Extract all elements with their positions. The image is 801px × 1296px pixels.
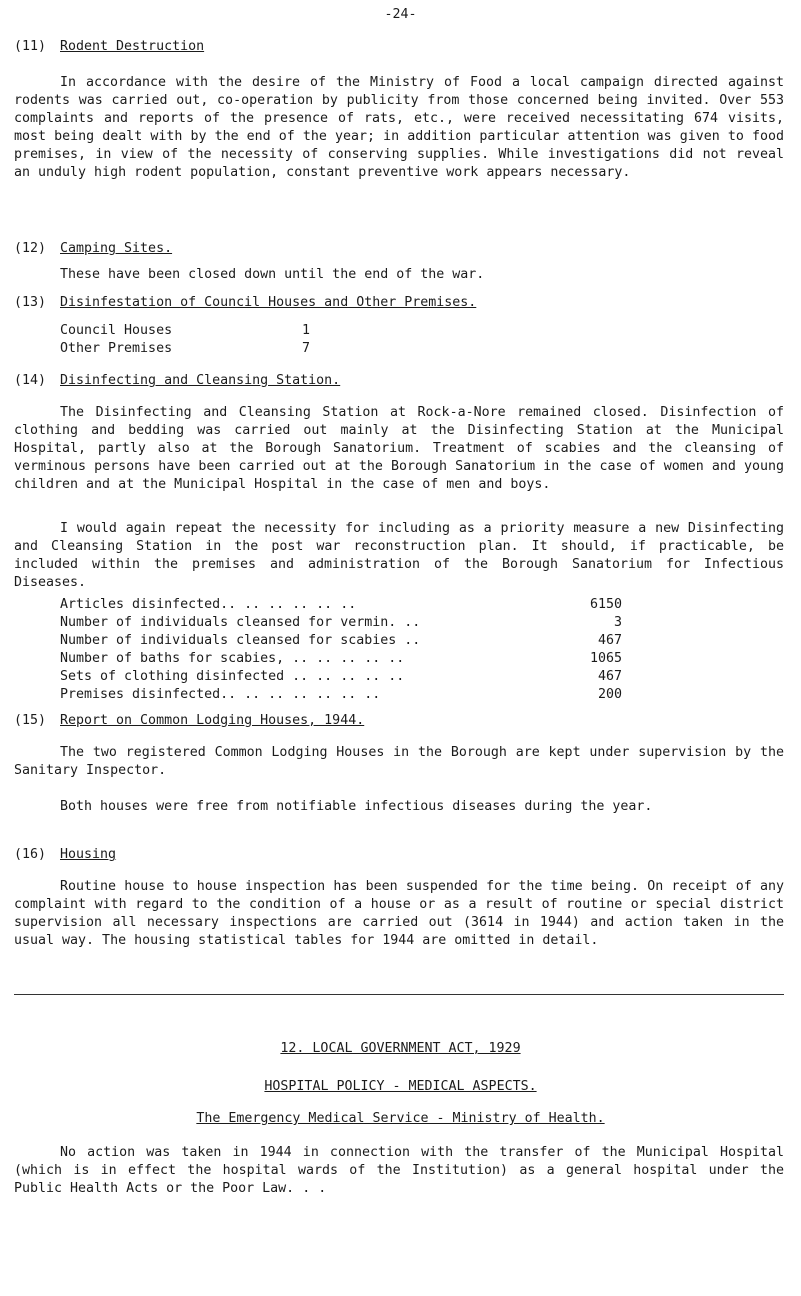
- row-label: Number of individuals cleansed for vermin. ..: [60, 615, 421, 630]
- section-number: (15): [14, 713, 47, 728]
- paragraph-text: Routine house to house inspection has been suspended for the time being. On receipt of any complaint with regard to the condition of a house or as a result of routine or special district supervision all necessary inspections are carried out (3614 in 1944) and action taken in the usual way. The housing statistical tables for 1944 are omitted in detail.: [14, 879, 784, 948]
- section-divider: [14, 994, 784, 995]
- row-label: Number of individuals cleansed for scabies ..: [60, 633, 421, 648]
- paragraph-lodging-1: [14, 744, 784, 780]
- heading-rodent-destruction: [14, 38, 204, 56]
- row-value: 3: [613, 615, 622, 630]
- subtitle-emergency-medical-service: The Emergency Medical Service - Ministry of Health.: [196, 1111, 605, 1126]
- table-row: [60, 632, 660, 650]
- section-title-local-government-act: 12. LOCAL GOVERNMENT ACT, 1929: [280, 1041, 521, 1056]
- row-label: Premises disinfected.. .. .. .. .. .. ..: [60, 687, 381, 702]
- table-row: [60, 686, 660, 704]
- paragraph-disinfecting-2: [14, 520, 784, 592]
- list-item: [60, 340, 320, 358]
- row-label: Articles disinfected.. .. .. .. .. ..: [60, 597, 357, 612]
- section-title: Disinfestation of Council Houses and Other Premises.: [60, 295, 477, 310]
- subtitle-hospital-policy: HOSPITAL POLICY - MEDICAL ASPECTS.: [264, 1079, 537, 1094]
- row-value: 467: [597, 669, 622, 684]
- section-number: (12): [14, 241, 47, 256]
- paragraph-text: These have been closed down until the end of the war.: [60, 267, 485, 282]
- paragraph-lodging-2: [14, 798, 784, 816]
- section-number: (16): [14, 847, 47, 862]
- heading-lodging-houses: [14, 712, 364, 730]
- row-label: Number of baths for scabies, .. .. .. .. ..: [60, 651, 405, 666]
- paragraph-text: The Disinfecting and Cleansing Station at Rock-a-Nore remained closed. Disinfection of clothing and bedding was carried out mainly at the Disinfecting Station at the Municipal Hospital, partly also at the Borough Sanatorium. Treatment of scabies and the cleansing of verminous persons have been carried out at the Borough Sanatorium in the case of women and young children and at the Municipal Hospital in the case of men and boys.: [14, 405, 784, 492]
- paragraph-text: The two registered Common Lodging Houses in the Borough are kept under supervision by the Sanitary Inspector.: [14, 745, 784, 778]
- section-number: (13): [14, 295, 47, 310]
- page-number: -24-: [384, 7, 417, 22]
- section-title: Rodent Destruction: [60, 39, 205, 54]
- paragraph-camping-sites: [14, 266, 784, 284]
- paragraph-rodent-destruction: [14, 74, 784, 182]
- table-row: [60, 596, 660, 614]
- section-number: (11): [14, 39, 47, 54]
- section-number: (14): [14, 373, 47, 388]
- row-value: 7: [301, 341, 310, 356]
- row-value: 200: [597, 687, 622, 702]
- heading-camping-sites: [14, 240, 172, 258]
- table-row: [60, 650, 660, 668]
- row-label: Council Houses: [60, 323, 173, 338]
- row-label: Other Premises: [60, 341, 173, 356]
- section-title: Camping Sites.: [60, 241, 173, 256]
- row-value: 467: [597, 633, 622, 648]
- heading-housing: [14, 846, 116, 864]
- section-title: Housing: [60, 847, 117, 862]
- section-title: Disinfecting and Cleansing Station.: [60, 373, 341, 388]
- row-value: 6150: [589, 597, 622, 612]
- section-title: Report on Common Lodging Houses, 1944.: [60, 713, 365, 728]
- paragraph-text: I would again repeat the necessity for including as a priority measure a new Disinfecting and Cleansing Station in the post war reconstruction plan. It should, if practicable, be included within the premises and administration of the Borough Sanatorium for Infectious Diseases.: [14, 521, 784, 590]
- row-value: 1065: [589, 651, 622, 666]
- paragraph-housing: [14, 878, 784, 950]
- paragraph-disinfecting-1: [14, 404, 784, 494]
- paragraph-text: No action was taken in 1944 in connection with the transfer of the Municipal Hospital (which is in effect the hospital wards of the Institution) as a general hospital under the Public Health Acts or the Poor Law. . .: [14, 1145, 784, 1196]
- list-item: [60, 322, 320, 340]
- row-label: Sets of clothing disinfected .. .. .. .. ..: [60, 669, 405, 684]
- heading-disinfecting-station: [14, 372, 340, 390]
- table-row: [60, 668, 660, 686]
- paragraph-text: In accordance with the desire of the Ministry of Food a local campaign directed against rodents was carried out, co-operation by publicity from those concerned being invited. Over 553 complaints and reports of the presence of rats, etc., were received necessitating 674 visits, most being dealt with by the end of the year; in addition particular attention was given to food premises, in view of the necessity of conserving supplies. While investigations did not reveal an unduly high rodent population, constant preventive work appears necessary.: [14, 75, 784, 180]
- paragraph-hospital-policy: [14, 1144, 784, 1198]
- paragraph-text: Both houses were free from notifiable infectious diseases during the year.: [60, 799, 653, 814]
- row-value: 1: [301, 323, 310, 338]
- heading-disinfestation: [14, 294, 476, 312]
- table-row: [60, 614, 660, 632]
